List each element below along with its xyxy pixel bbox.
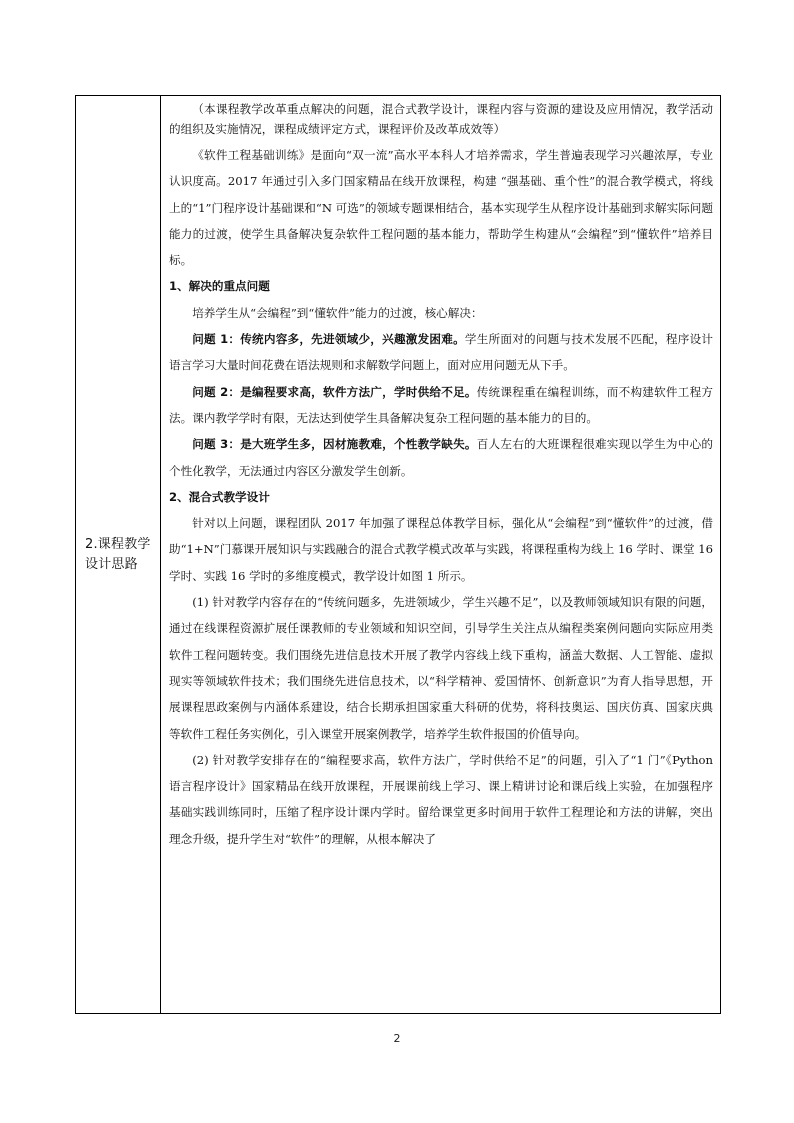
section-1-heading: 1、解决的重点问题 — [169, 279, 270, 294]
problem-3-title: 问题 3：是大班学生多，因材施教难，个性教学缺失。 — [192, 437, 477, 452]
intro-paragraph: 《软件工程基础训练》是面向“双一流”高水平本科人才培养需求，学生普遍表现学习兴趣浓厚，专业认识度高。2017 年通过引入多门国家精品在线开放课程，构建 “强基础、重个性”的混合教学模式，将线上的“1”门程序设计基础课和“N 可选”的领域专题课相结合，基本实现学生从程序设计基础到求解实际问题能力的过渡，使学生具备解决复杂软件工程问题的基本能力，帮助学生构建从“会编程”到“懂软件”培养目标。 — [169, 148, 713, 268]
problem-1-text: 学生所面对的问题与技术发展不匹配，程序设计语言学习大量时间花费在语法规则和求解数学问题上，面对应用问题无从下手。 — [169, 332, 713, 373]
problem-2-title: 问题 2：是编程要求高，软件方法广，学时供给不足。 — [192, 384, 477, 399]
section-label-cell — [76, 96, 161, 1014]
course-design-table — [75, 95, 721, 1014]
content-body — [161, 96, 720, 852]
section-label: 2.课程教学设计思路 — [85, 536, 151, 572]
section-1-lead: 培养学生从“会编程”到“懂软件”能力的过渡，核心解决： — [192, 305, 483, 320]
section-2-heading: 2、混合式教学设计 — [169, 489, 270, 504]
section-2-paragraph-1: 针对以上问题，课程团队 2017 年加强了课程总体教学目标，强化从“会编程”到“懂软件”的过渡，借助“1+N”门慕课开展知识与实践融合的混合式教学模式改革与实践，将课程重构为线上 16 学时、课堂 16 学时、实践 16 学时的多维度模式，教学设计如图 1 所示。 — [169, 516, 713, 583]
problem-2-paragraph — [169, 379, 713, 432]
problem-1-paragraph — [169, 326, 713, 379]
problem-3-paragraph — [169, 431, 713, 484]
content-cell — [161, 96, 721, 1014]
problem-3-text: 百人左右的大班课程很难实现以学生为中心的个性化教学，无法通过内容区分激发学生创新。 — [169, 437, 713, 478]
problem-1-title: 问题 1：传统内容多，先进领域少，兴趣激发困难。 — [192, 332, 465, 347]
problem-2-text: 传统课程重在编程训练，而不构建软件工程方法。课内教学学时有限，无法达到使学生具备解决复杂工程问题的基本能力的目的。 — [169, 384, 713, 425]
section-2-paragraph-3: (2) 针对教学安排存在的“编程要求高，软件方法广，学时供给不足”的问题，引入了“1 门”《Python 语言程序设计》国家精品在线开放课程，开展课前线上学习、课上精讲讨论和课后线上实验，在加强程序基础实践训练同时，压缩了程序设计课内学时。留给课堂更多时间用于软件工程理论和方法的讲解，突出理念升级，提升学生对“软件”的理解，从根本解决了 — [169, 752, 713, 846]
page-number: 2 — [393, 1032, 401, 1045]
section-2-paragraph-2: (1) 针对教学内容存在的“传统问题多，先进领域少，学生兴趣不足”，以及教师领域知识有限的问题，通过在线课程资源扩展任课教师的专业领域和知识空间，引导学生关注点从编程类案例问题向实际应用类软件工程问题转变。我们围绕先进信息技术开展了教学内容线上线下重构，涵盖大数据、人工智能、虚拟现实等领域软件技术；我们围绕先进信息技术，以“科学精神、爱国情怀、创新意识”为育人指导思想，开展课程思政案例与内涵体系建设，结合长期承担国家重大科研的优势，将科技奥运、国庆仿真、国家庆典等软件工程任务实例化，引入课堂开展案例教学，培养学生软件报国的价值导向。 — [169, 595, 713, 741]
instruction-note: （本课程教学改革重点解决的问题，混合式教学设计，课程内容与资源的建设及应用情况，教学活动的组织及实施情况，课程成绩评定方式，课程评价及改革成效等） — [169, 102, 713, 136]
